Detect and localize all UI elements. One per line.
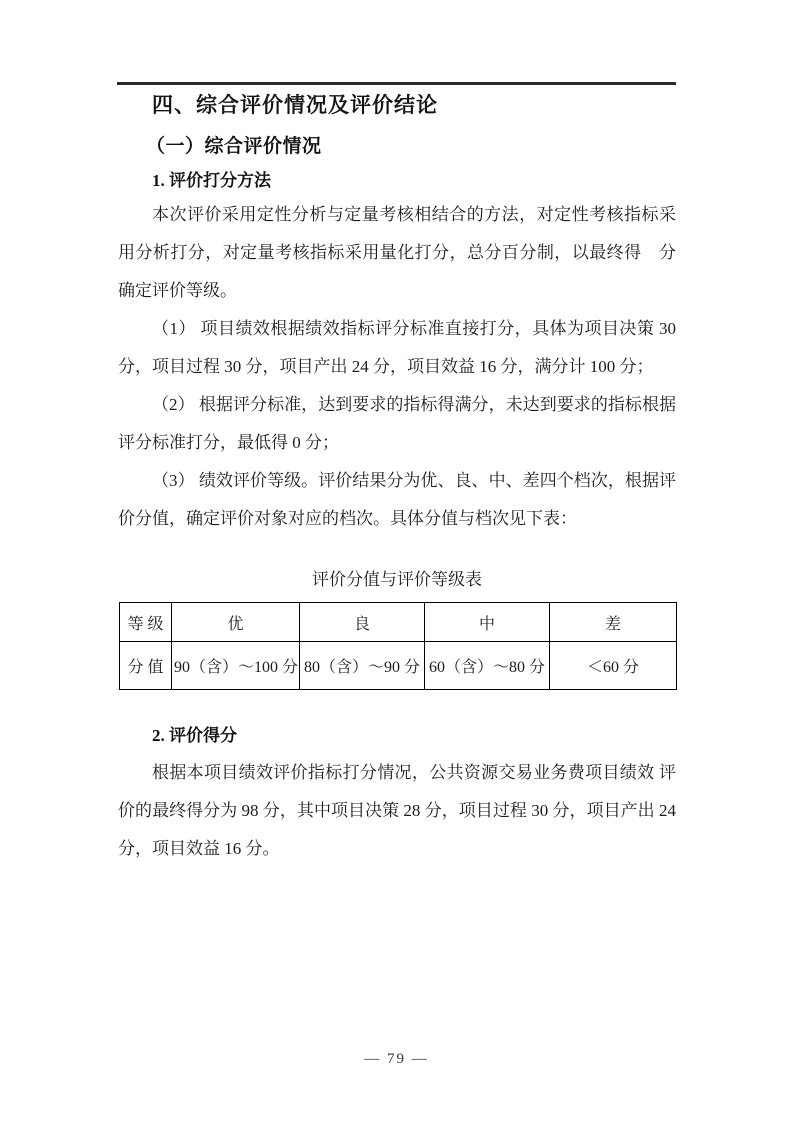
paragraph-item3: （3） 绩效评价等级。评价结果分为优、良、中、差四个档次，根据评价分值，确定评价对象对应的档次。具体分值与档次见下表： xyxy=(118,471,676,528)
table-cell-score-label: 分 值 xyxy=(120,642,172,690)
method-heading: 1. 评价打分方法 xyxy=(152,171,271,190)
table-cell-grade-poor: 差 xyxy=(550,603,677,642)
table-cell-grade-excellent: 优 xyxy=(172,603,300,642)
score-heading: 2. 评价得分 xyxy=(152,726,237,745)
paragraph-score-result: 根据本项目绩效评价指标打分情况，公共资源交易业务费项目绩效 评价的最终得分为 98 分，其中项目决策 28 分，项目过程 30 分，项目产出 24 分，项目效益 16 分。 xyxy=(118,763,676,858)
table-title: 评价分值与评价等级表 xyxy=(312,570,482,589)
table-cell-score-good: 80（含）～90 分 xyxy=(300,642,425,690)
grade-score-table xyxy=(119,602,677,690)
table-cell-grade-label: 等 级 xyxy=(120,603,172,642)
page-number: — 79 — xyxy=(364,1051,429,1067)
table-cell-score-poor: ＜60 分 xyxy=(550,642,677,690)
header-rule xyxy=(117,82,676,85)
table-cell-grade-good: 良 xyxy=(300,603,425,642)
paragraph-method-intro: 本次评价采用定性分析与定量考核相结合的方法，对定性考核指标采用分析打分，对定量考核指标采用量化打分，总分百分制，以最终得 分确定评价等级。 xyxy=(118,205,676,300)
table-value-row xyxy=(120,642,677,690)
score-text-block xyxy=(118,754,676,868)
paragraph-item1: （1） 项目绩效根据绩效指标评分标准直接打分，具体为项目决策 30 分，项目过程 30 分，项目产出 24 分，项目效益 16 分，满分计 100 分； xyxy=(118,319,676,376)
table-header-row xyxy=(120,603,677,642)
table-cell-score-medium: 60（含）～80 分 xyxy=(425,642,550,690)
paragraph-item2: （2） 根据评分标准，达到要求的指标得满分，未达到要求的指标根据评分标准打分，最低得 0 分； xyxy=(118,395,676,452)
table-cell-score-excellent: 90（含）～100 分 xyxy=(172,642,300,690)
table-cell-grade-medium: 中 xyxy=(425,603,550,642)
subsection-heading: （一）综合评价情况 xyxy=(146,136,322,157)
body-text-block xyxy=(118,196,676,538)
section-heading: 四、综合评价情况及评价结论 xyxy=(152,94,438,117)
